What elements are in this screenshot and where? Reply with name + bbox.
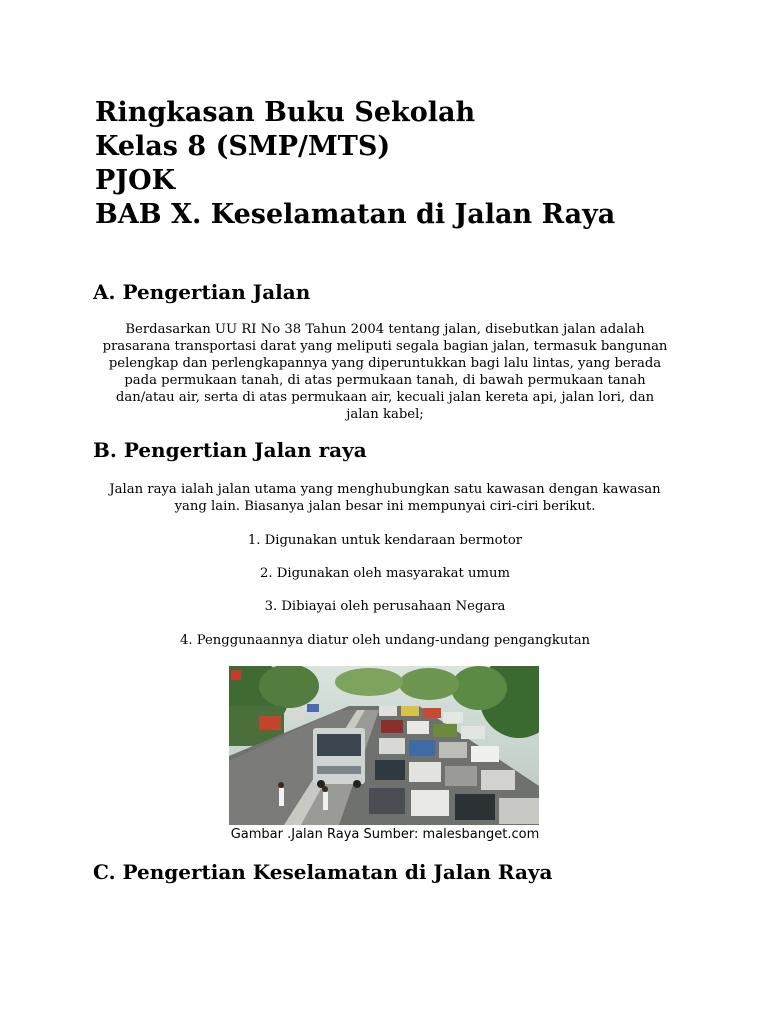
- road-traffic-photo: [229, 666, 539, 825]
- list-item: 4. Penggunaannya diatur oleh undang-undang pengangkutan: [179, 633, 591, 648]
- section-b-paragraph: [95, 481, 675, 515]
- section-b-heading: B. Pengertian Jalan raya: [93, 438, 367, 462]
- image-caption: Gambar .Jalan Raya Sumber: malesbanget.com: [230, 827, 540, 842]
- list-item: 2. Digunakan oleh masyarakat umum: [260, 566, 510, 581]
- section-a-line: pelengkap dan perlengkapannya yang diperuntukkan bagi lalu lintas, yang berada: [108, 356, 662, 371]
- title-line-4: BAB X. Keselamatan di Jalan Raya: [95, 199, 616, 230]
- list-item: 3. Dibiayai oleh perusahaan Negara: [264, 599, 506, 614]
- title-line-1: Ringkasan Buku Sekolah: [95, 97, 476, 128]
- section-a-line: dan/atau air, serta di atas permukaan air, kecuali jalan kereta api, jalan lori, dan: [115, 390, 655, 405]
- section-b-line: Jalan raya ialah jalan utama yang menghubungkan satu kawasan dengan kawasan: [109, 482, 661, 497]
- road-traffic-illustration: [229, 666, 539, 825]
- section-a-line: jalan kabel;: [346, 407, 424, 422]
- section-c-heading: C. Pengertian Keselamatan di Jalan Raya: [93, 860, 553, 884]
- section-a-line: prasarana transportasi darat yang meliputi segala bagian jalan, termasuk bangunan: [102, 339, 668, 354]
- list-item: 1. Digunakan untuk kendaraan bermotor: [247, 533, 523, 548]
- title-line-2: Kelas 8 (SMP/MTS): [95, 131, 391, 162]
- section-a-line: pada permukaan tanah, di atas permukaan tanah, di bawah permukaan tanah: [124, 373, 646, 388]
- section-a-heading: A. Pengertian Jalan: [93, 280, 311, 304]
- document-title: [95, 96, 615, 232]
- section-a-paragraph: [95, 321, 675, 423]
- section-a-line: Berdasarkan UU RI No 38 Tahun 2004 tentang jalan, disebutkan jalan adalah: [125, 322, 645, 337]
- title-line-3: PJOK: [95, 165, 176, 196]
- section-b-line: yang lain. Biasanya jalan besar ini mempunyai ciri-ciri berikut.: [174, 499, 596, 514]
